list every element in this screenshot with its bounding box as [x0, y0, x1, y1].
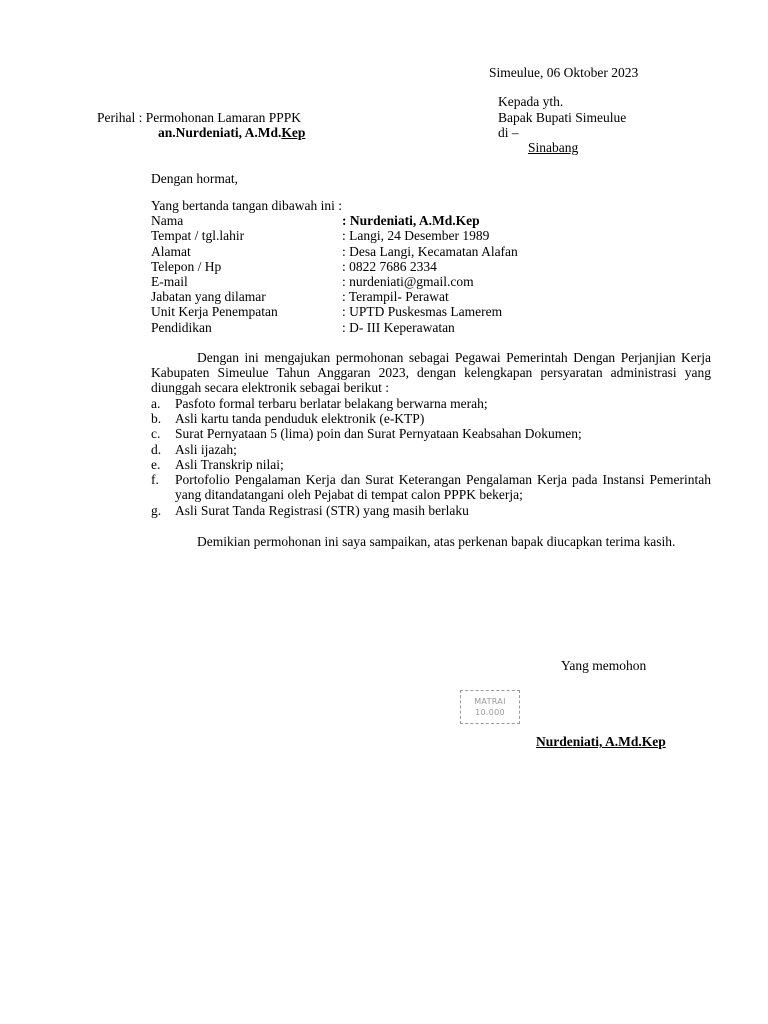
closing-paragraph: Demikian permohonan ini saya sampaikan, atas perkenan bapak diucapkan terima kasih. — [197, 534, 676, 549]
field-unit-kerja: Unit Kerja Penempatan : UPTD Puskesmas Lamerem — [151, 304, 503, 319]
subject-text: Permohonan Lamaran PPPK — [145, 110, 301, 125]
matrai-stamp: MATRAI 10.000 — [460, 690, 520, 724]
field-tempat-tgl-lahir: Tempat / tgl.lahir : Langi, 24 Desember 1989 — [151, 228, 490, 243]
field-alamat: Alamat : Desa Langi, Kecamatan Alafan — [151, 244, 518, 259]
field-jabatan: Jabatan yang dilamar : Terampil- Perawat — [151, 289, 449, 304]
signature-name: Nurdeniati, A.Md.Kep — [536, 734, 666, 749]
application-paragraph: Dengan ini mengajukan permohonan sebagai Pegawai Pemerintah Dengan Perjanjian Kerja Kabupaten Simeulue Tahun Anggaran 2023, dengan kelengkapan persyaratan administrasi yang diunggah secara elektronik sebagai berikut : — [151, 350, 711, 395]
place-date: Simeulue, 06 Oktober 2023 — [489, 65, 639, 80]
field-pendidikan: Pendidikan : D- III Keperawatan — [151, 320, 455, 335]
recipient-line-3: di – — [498, 125, 519, 140]
greeting: Dengan hormat, — [151, 171, 238, 186]
subject-label: Perihal : Permohonan Lamaran PPPK — [97, 110, 301, 125]
recipient-line-2: Bapak Bupati Simeulue — [498, 110, 627, 125]
field-telepon: Telepon / Hp : 0822 7686 2334 — [151, 259, 437, 274]
field-email: E-mail : nurdeniati@gmail.com — [151, 274, 474, 289]
recipient-line-1: Kepada yth. — [498, 94, 564, 109]
subject-name: an.Nurdeniati, A.Md.Kep — [158, 125, 306, 140]
field-nama: Nama : Nurdeniati, A.Md.Kep — [151, 213, 480, 228]
signature-label: Yang memohon — [561, 658, 647, 673]
intro-text: Yang bertanda tangan dibawah ini : — [151, 198, 342, 213]
recipient-city: Sinabang — [528, 140, 579, 155]
